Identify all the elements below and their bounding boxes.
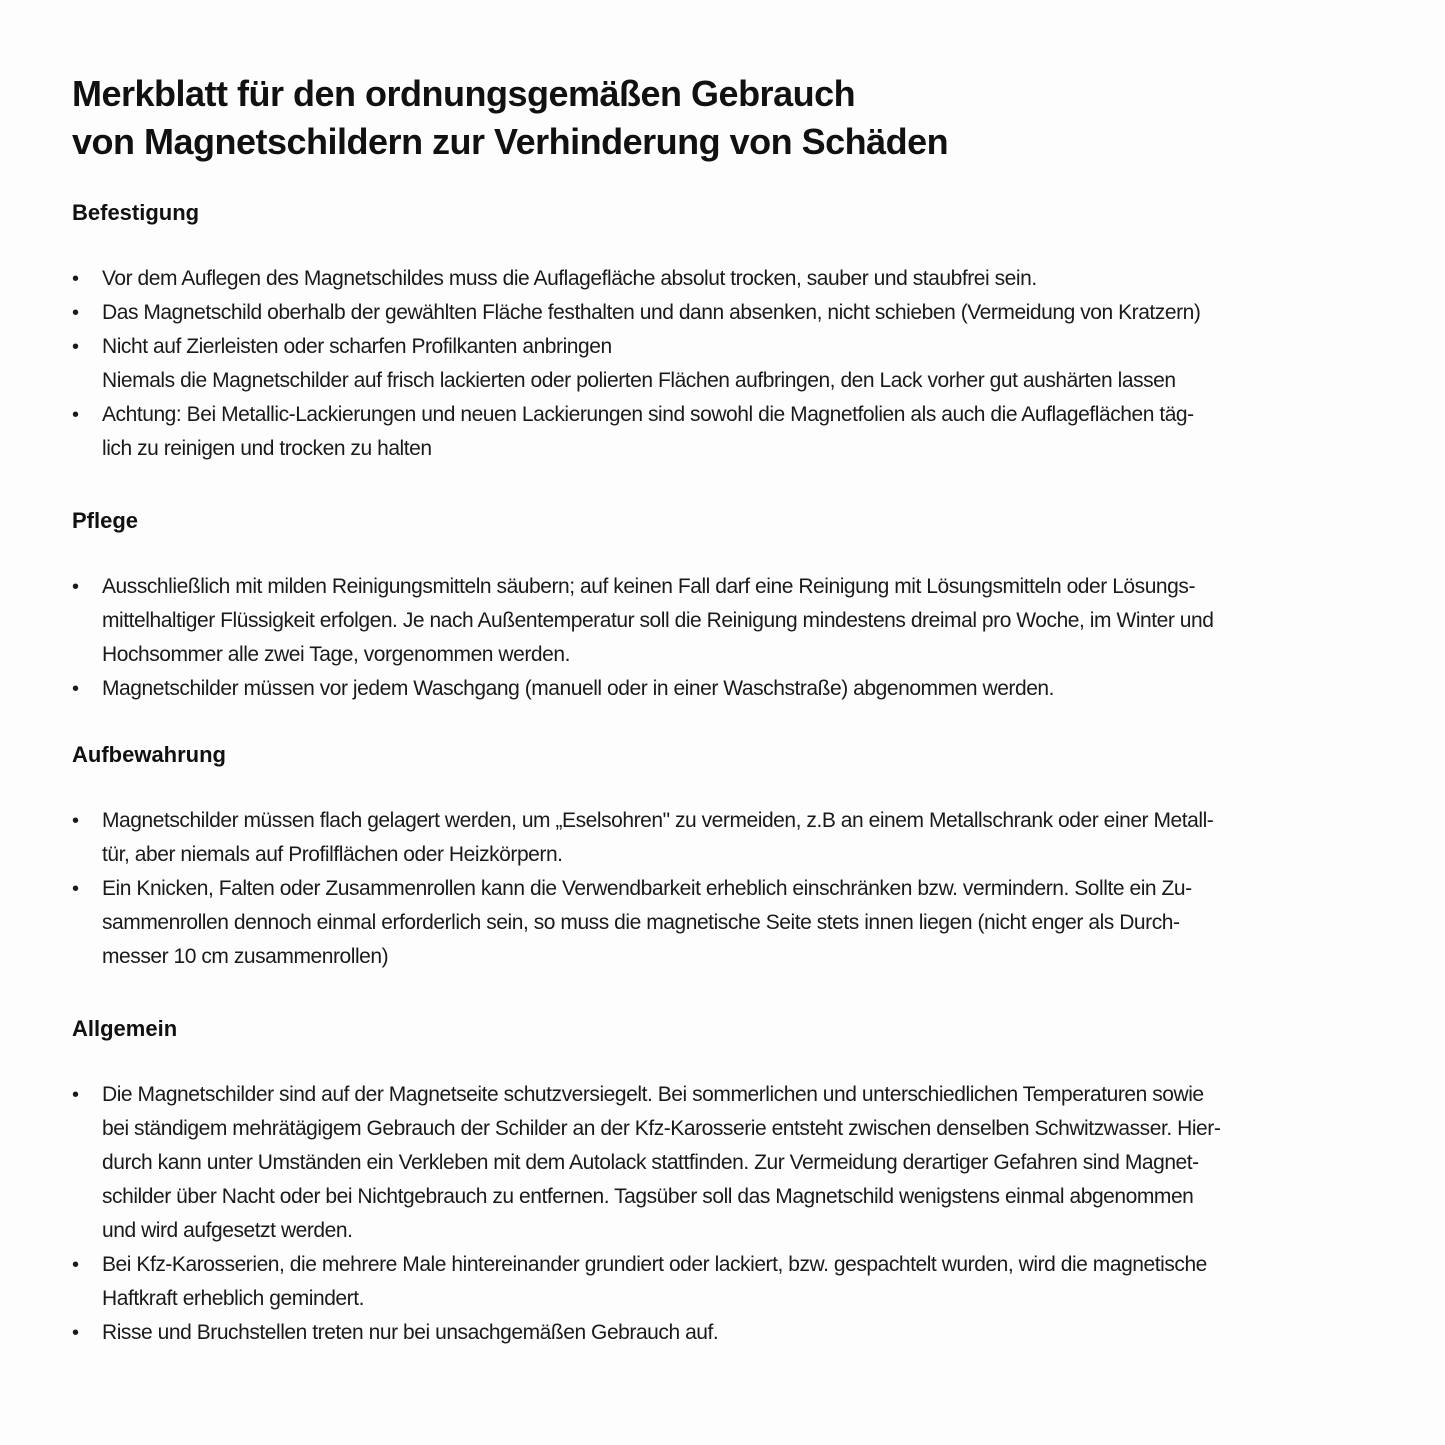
- title-line-1: Merkblatt für den ordnungsgemäßen Gebrauch: [72, 73, 856, 114]
- bullet-list: [72, 262, 1382, 466]
- bullet-text-line: sammenrollen dennoch einmal erforderlich sein, so muss die magnetische Seite stets innen liegen (nicht enger als Durch-: [102, 911, 1180, 934]
- section-befestigung: [72, 196, 1382, 466]
- bullet-text-line: • Bei Kfz-Karosserien, die mehrere Male hintereinander grundiert oder lackiert, bzw. gespachtelt wurden, wird die magnetische: [102, 1253, 1207, 1276]
- bullet-list: [72, 804, 1382, 974]
- list-item: [72, 296, 1382, 330]
- section-heading: Befestigung: [72, 200, 200, 225]
- bullet-text-line: Niemals die Magnetschilder auf frisch lackierten oder polierten Flächen aufbringen, den Lack vorher gut aushärten lassen: [102, 369, 1176, 392]
- bullet-text-line: • Achtung: Bei Metallic-Lackierungen und neuen Lackierungen sind sowohl die Magnetfolien als auch die Auflageflächen täg-: [102, 403, 1194, 426]
- title-line-2: von Magnetschildern zur Verhinderung von Schäden: [72, 121, 949, 162]
- list-item: [72, 1248, 1382, 1316]
- bullet-list: [72, 570, 1382, 706]
- section-pflege: [72, 504, 1382, 706]
- bullet-text-line: messer 10 cm zusammenrollen): [102, 945, 389, 968]
- bullet-text-line: tür, aber niemals auf Profilflächen oder Heizkörpern.: [102, 843, 563, 866]
- bullet-text-line: • Magnetschilder müssen vor jedem Waschgang (manuell oder in einer Waschstraße) abgenommen werden.: [102, 677, 1055, 700]
- bullet-text-line: bei ständigem mehrätägigem Gebrauch der Schilder an der Kfz-Karosserie entsteht zwischen denselben Schwitzwasser. Hier-: [102, 1117, 1221, 1140]
- list-item: [72, 872, 1382, 974]
- section-heading: Pflege: [72, 508, 139, 533]
- list-item: [72, 570, 1382, 672]
- bullet-text-line: lich zu reinigen und trocken zu halten: [102, 437, 432, 460]
- section-allgemein: [72, 1012, 1382, 1350]
- bullet-text-line: • Magnetschilder müssen flach gelagert werden, um „Eselsohren" zu vermeiden, z.B an einem Metallschrank oder einer Metall-: [102, 809, 1214, 832]
- bullet-text-line: • Vor dem Auflegen des Magnetschildes muss die Auflagefläche absolut trocken, sauber und staubfrei sein.: [102, 267, 1037, 290]
- bullet-text-line: Haftkraft erheblich gemindert.: [102, 1287, 364, 1310]
- bullet-text-line: • Das Magnetschild oberhalb der gewählten Fläche festhalten und dann absenken, nicht schieben (Vermeidung von Kratzern): [102, 301, 1201, 324]
- list-item: [72, 1078, 1382, 1248]
- bullet-text-line: mittelhaltiger Flüssigkeit erfolgen. Je nach Außentemperatur soll die Reinigung mindestens dreimal pro Woche, im Winter und: [102, 609, 1214, 632]
- bullet-text-line: • Nicht auf Zierleisten oder scharfen Profilkanten anbringen: [102, 335, 612, 358]
- section-heading: Aufbewahrung: [72, 742, 226, 767]
- list-item: [72, 672, 1382, 706]
- bullet-text-line: • Die Magnetschilder sind auf der Magnetseite schutzversiegelt. Bei sommerlichen und unterschiedlichen Temperaturen sowie: [102, 1083, 1204, 1106]
- document-page: [72, 70, 1382, 1350]
- list-item: [72, 330, 1382, 398]
- list-item: [72, 398, 1382, 466]
- bullet-text-line: • Ein Knicken, Falten oder Zusammenrollen kann die Verwendbarkeit erheblich einschränken bzw. vermindern. Sollte ein Zu-: [102, 877, 1192, 900]
- section-aufbewahrung: [72, 738, 1382, 974]
- bullet-text-line: und wird aufgesetzt werden.: [102, 1219, 353, 1242]
- section-heading: Allgemein: [72, 1016, 178, 1041]
- list-item: [72, 1316, 1382, 1350]
- bullet-list: [72, 1078, 1382, 1350]
- bullet-text-line: • Risse und Bruchstellen treten nur bei unsachgemäßen Gebrauch auf.: [102, 1321, 719, 1344]
- bullet-text-line: schilder über Nacht oder bei Nichtgebrauch zu entfernen. Tagsüber soll das Magnetschild wenigstens einmal abgenommen: [102, 1185, 1194, 1208]
- bullet-text-line: Hochsommer alle zwei Tage, vorgenommen werden.: [102, 643, 570, 666]
- bullet-text-line: durch kann unter Umständen ein Verkleben mit dem Autolack stattfinden. Zur Vermeidung derartiger Gefahren sind Magnet-: [102, 1151, 1199, 1174]
- page-title: [72, 70, 1382, 166]
- bullet-text-line: • Ausschließlich mit milden Reinigungsmitteln säubern; auf keinen Fall darf eine Reinigung mit Lösungsmitteln oder Lösungs-: [102, 575, 1195, 598]
- list-item: [72, 804, 1382, 872]
- list-item: [72, 262, 1382, 296]
